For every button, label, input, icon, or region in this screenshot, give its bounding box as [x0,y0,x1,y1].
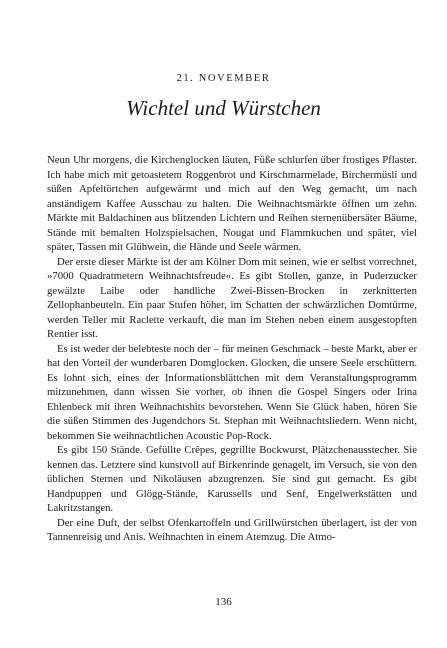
paragraph: Es gibt 150 Stände. Gefüllte Crêpes, gegrillte Bockwurst, Plätzchenausstecher. Sie kennen das. Letztere sind kunstvoll auf Birkenrinde genagelt, im Versuch, sie von den üblichen Sternen und Nikoläusen abzugrenzen. Sie sind gut gemacht. Es gibt Handpuppen und Glögg-Stände, Karussells und Senf, Engelwerkstätten und Lakritzstangen. [47,444,417,514]
chapter-title: Wichtel und Würstchen [126,96,321,120]
chapter-date: 21. NOVEMBER [176,73,271,84]
page-number: 136 [215,596,232,608]
paragraph: Neun Uhr morgens, die Kirchenglocken läuten, Füße schlurfen über frostiges Pflaster. Ich habe mich mit getoastetem Roggenbrot und Kirschmarmelade, Birchermüsli und süßen Apfeltörtchen aufgewärmt und mich auf den Weg gemacht, um nach anständigem Kaffee Ausschau zu halten. Die Weihnachtsmärkte öffnen um zehn. Märkte mit Baldachinen aus blitzenden Lichtern und Reihen sternenübersäter Bäume, Stände mit bemalten Holzspielsachen, Nougat und Flammkuchen und später, viel später, Tassen mit Glühwein, die Hände und Seele wärmen. [47,154,417,253]
body-text [47,153,417,545]
paragraph: Der eine Duft, der selbst Ofenkartoffeln und Grillwürstchen überlagert, ist der von Tannenreisig und Anis. Weihnachten in einem Atemzug. Die Atmo- [47,516,417,543]
paragraph: Es ist weder der belebteste noch der – für meinen Geschmack – beste Markt, aber er hat den Vorteil der wunderbaren Domglocken. Glocken, die unsere Seele erschüttern. Es lohnt sich, eines der Informationsblättchen mit dem Veranstaltungsprogramm mitzunehmen, dann wissen Sie vorher, ob ihnen die Gospel Singers oder Irina Ehlenbeck mit ihren Weihnachtshits bevorstehen. Wenn Sie Glück haben, hören Sie die süßen Stimmen des Jugendchors St. Stephan mit Weihnachtsliedern. Wenn nicht, bekommen Sie weihnachtlichen Acoustic Pop-Rock. [47,342,417,442]
paragraph: Der erste dieser Märkte ist der am Kölner Dom mit seinen, wie er selbst vorrechnet, »7000 Quadratmetern Weihnachtsfreude«. Es gibt Stollen, ganze, in Puderzucker gewälzte Laibe oder handliche Zwei-Bissen-Brocken in zerknitterten Zellophanbeuteln. Ein paar Stufen höher, im Schatten der schwärzlichen Domtürme, werden Teller mit Raclette verkauft, die man im Stehen neben einem ausgestopften Rentier isst. [47,255,417,340]
